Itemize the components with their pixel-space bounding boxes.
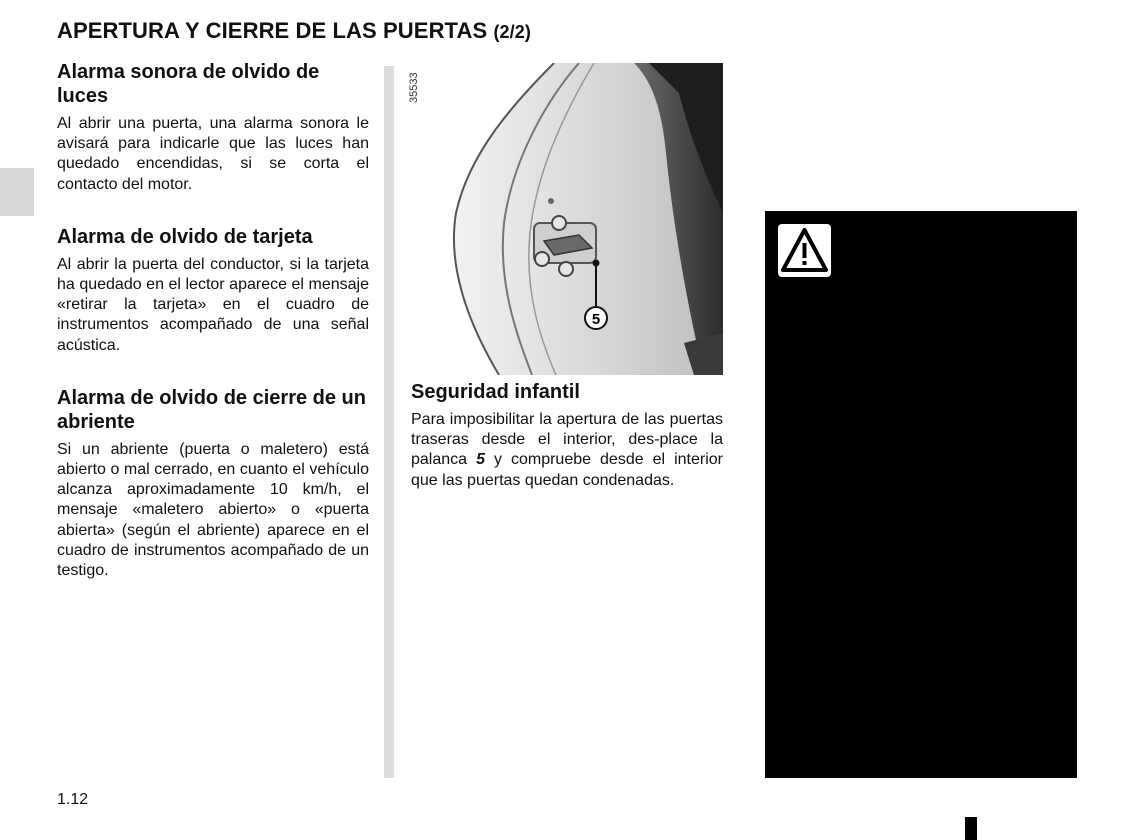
warning-triangle-icon (778, 224, 831, 277)
left-column (57, 60, 369, 611)
child-safety-lever-ref: 5 (476, 451, 485, 469)
section-body-opening-alarm: Si un abriente (puerta o maletero) está abierto o mal cerrado, en cuanto el vehículo alcanza aproximadamente 10 km/h, el mensaje «maletero abierto» o «puerta abierta» (según el abriente) aparece en el cuadro de instrumentos acompañado de un testigo. (57, 440, 369, 580)
page-title (57, 18, 531, 44)
child-safety-text-start: Para imposibilitar la apertura de las puertas traseras desde el interior, des-place la palanca (411, 411, 723, 469)
warning-box (765, 211, 1077, 778)
figure-code: 35533 (408, 72, 420, 103)
column-divider (384, 66, 394, 778)
page-number: 1.12 (57, 791, 89, 808)
section-heading-opening-alarm: Alarma de olvido de cierre de un abriente (57, 386, 366, 433)
middle-column (411, 380, 723, 521)
section-body-card-alarm: Al abrir la puerta del conductor, si la tarjeta ha quedado en el lector aparece el mensaje «retirar la tarjeta» en el cuadro de instrumentos acompañado de una señal acústica. (57, 255, 369, 354)
page-title-suffix: (2/2) (493, 22, 531, 42)
page-edge-marker (965, 817, 977, 840)
page-title-main: APERTURA Y CIERRE DE LAS PUERTAS (57, 18, 488, 43)
section-body-lights-alarm: Al abrir una puerta, una alarma sonora le avisará para indicarle que las luces han quedado encendidas, si se corta el contacto del motor. (57, 115, 369, 193)
door-latch-figure (404, 63, 723, 375)
section-heading-lights-alarm: Alarma sonora de olvido de luces (57, 61, 320, 107)
section-heading-card-alarm: Alarma de olvido de tarjeta (57, 225, 313, 248)
child-safety-text-end: y compruebe desde el interior que las puertas quedan condenadas. (411, 451, 723, 489)
section-body-child-safety (411, 410, 723, 491)
section-heading-child-safety: Seguridad infantil (411, 381, 580, 403)
door-latch-illustration (404, 63, 723, 375)
chapter-tab (0, 168, 34, 216)
figure-callout-label: 5 (591, 311, 601, 328)
